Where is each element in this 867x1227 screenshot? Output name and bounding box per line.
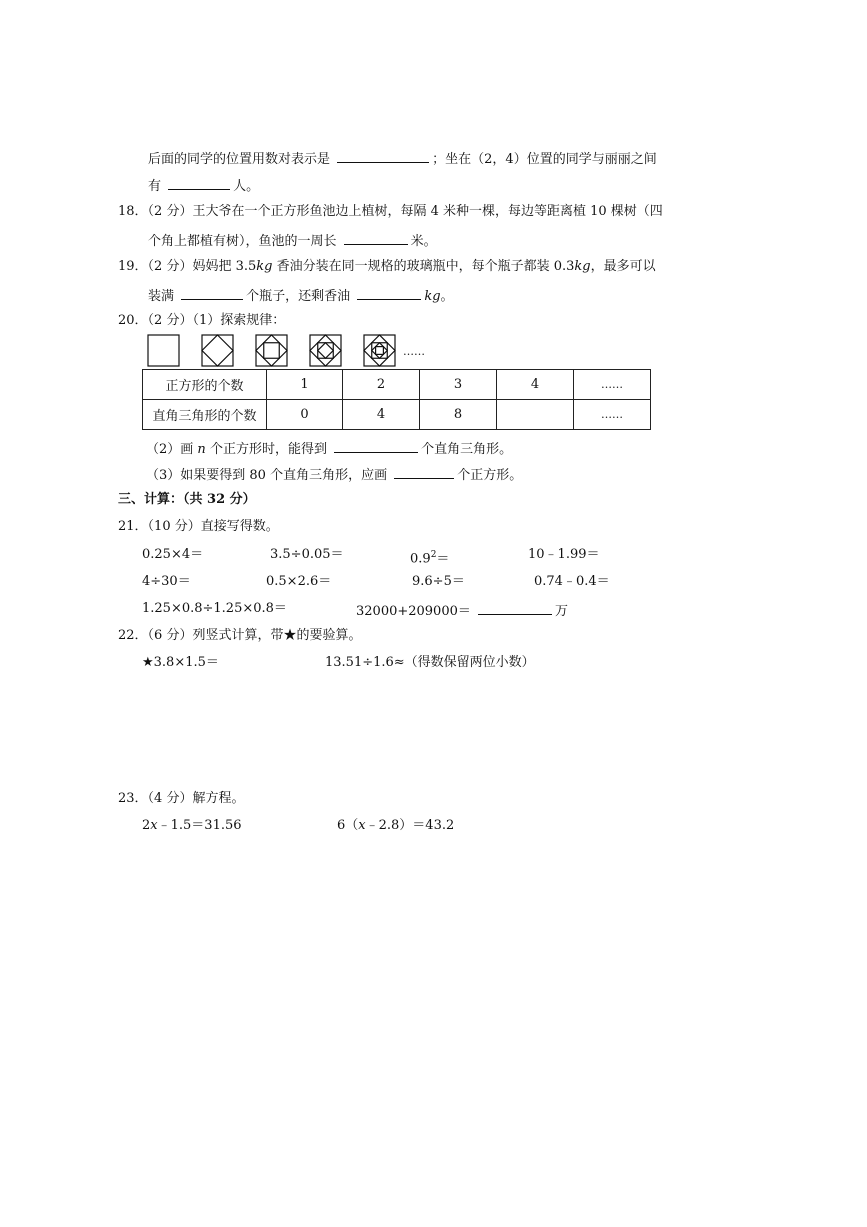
q20-p3-text-b: 个正方形。 — [457, 468, 523, 483]
q19-text-1a: （2 分）妈妈把 3.5 — [147, 259, 257, 274]
q21-expr-10 — [356, 600, 568, 621]
q17-blank-2[interactable] — [168, 175, 230, 190]
q19-kg-1: kg — [256, 259, 273, 274]
q19-line-2 — [148, 285, 454, 306]
q20-p2-text-a: （2）画 — [146, 442, 194, 457]
table-header-triangles: 直角三角形的个数 — [143, 400, 267, 430]
pattern-figure-3 — [256, 335, 287, 366]
q21-expr-3-exponent: 2 — [430, 550, 437, 560]
q18-unit: 米。 — [410, 234, 437, 249]
q21-expr-8: 0.74﹣0.4＝ — [534, 574, 610, 589]
q22-number: 22． — [118, 628, 148, 643]
table-cell: 8 — [420, 400, 497, 430]
q23-intro: （4 分）解方程。 — [147, 791, 245, 806]
q18-line-2 — [148, 230, 437, 251]
q21-expr-1: 0.25×4＝ — [142, 547, 204, 562]
q23-eq1-variable-x: x — [150, 818, 158, 833]
table-cell-answer[interactable] — [497, 400, 574, 430]
table-cell: …… — [574, 400, 651, 430]
square-pattern-figure — [147, 334, 447, 368]
q21-number: 21． — [118, 519, 148, 534]
q18-line-1 — [118, 203, 663, 221]
q21-expr-3 — [410, 546, 449, 568]
q19-blank-2[interactable] — [357, 285, 421, 300]
q23-equation-1 — [142, 817, 242, 835]
q18-text-1: （2 分）王大爷在一个正方形鱼池边上植树，每隔 4 米种一棵，每边等距离植 10 棵树（四 — [147, 204, 663, 219]
q21-expr-6: 0.5×2.6＝ — [266, 574, 332, 589]
q17-text-b: ；坐在（2，4）位置的同学与丽丽之间 — [432, 152, 657, 167]
q17-line-1 — [148, 148, 657, 169]
q17-line-2 — [148, 175, 259, 196]
q20-intro-line — [118, 312, 285, 330]
q17-blank-1[interactable] — [337, 148, 429, 163]
q22-expr-1: ★3.8×1.5＝ — [142, 655, 219, 670]
q21-blank[interactable] — [478, 600, 552, 615]
q21-expr-9: 1.25×0.8÷1.25×0.8＝ — [142, 601, 287, 616]
q23-eq2-variable-x: x — [358, 818, 366, 833]
q19-text-1b: 香油分装在同一规格的玻璃瓶中，每个瓶子都装 0.3 — [272, 259, 575, 274]
q19-kg-2: kg — [574, 259, 591, 274]
q21-expr-5: 4÷30＝ — [142, 574, 191, 589]
q20-blank-1[interactable] — [334, 438, 418, 453]
table-row — [143, 400, 651, 430]
q20-p3-text-a: （3）如果要得到 80 个直角三角形，应画 — [146, 468, 388, 483]
table-cell: 4 — [343, 400, 420, 430]
q18-number: 18． — [118, 204, 148, 219]
pattern-figure-1 — [148, 335, 179, 366]
table-cell: 0 — [267, 400, 343, 430]
q18-blank[interactable] — [344, 230, 408, 245]
table-cell: 1 — [267, 370, 343, 400]
pattern-figure-2 — [202, 335, 233, 366]
q19-text-2b: 个瓶子，还剩香油 — [246, 289, 351, 304]
q22-intro-line — [118, 627, 361, 645]
q19-text-1c: ，最多可以 — [590, 259, 656, 274]
q23-eq2-start: 6（ — [337, 818, 359, 833]
q23-number: 23． — [118, 791, 148, 806]
q23-intro-line — [118, 790, 244, 808]
q20-pattern-ellipsis: …… — [403, 345, 425, 358]
q20-table — [142, 369, 651, 430]
table-cell: 3 — [420, 370, 497, 400]
q19-blank-1[interactable] — [181, 285, 243, 300]
q20-number: 20． — [118, 313, 148, 328]
q20-part-2 — [146, 438, 512, 459]
q23-eq1-rest: ﹣1.5＝31.56 — [157, 818, 242, 833]
q22-expr-2: 13.51÷1.6≈（得数保留两位小数） — [325, 655, 535, 670]
q21-intro: （10 分）直接写得数。 — [147, 519, 279, 534]
q21-expr-2: 3.5÷0.05＝ — [270, 547, 344, 562]
q21-expr-4: 10﹣1.99＝ — [528, 547, 600, 562]
q20-p2-text-c: 个直角三角形。 — [421, 442, 513, 457]
q21-expr-10-unit: 万 — [555, 604, 569, 619]
q20-p2-variable-n: n — [197, 442, 206, 457]
q18-text-2: 个角上都植有树），鱼池的一周长 — [148, 234, 337, 249]
q17-text-d: 人。 — [233, 179, 260, 194]
q17-text-c: 有 — [148, 179, 162, 194]
q20-p2-text-b: 个正方形时，能得到 — [209, 442, 327, 457]
section-3-title: 三、计算：（共 32 分） — [118, 492, 256, 507]
q22-intro: （6 分）列竖式计算，带★的要验算。 — [147, 628, 362, 643]
q20-blank-2[interactable] — [394, 464, 454, 479]
q19-kg-3: kg — [424, 289, 441, 304]
q20-intro: （2 分）（1）探索规律： — [147, 313, 286, 328]
q19-text-2-end: 。 — [440, 289, 454, 304]
q21-intro-line — [118, 518, 279, 536]
table-cell: 4 — [497, 370, 574, 400]
q19-text-2a: 装满 — [148, 289, 175, 304]
q19-number: 19． — [118, 259, 148, 274]
table-header-squares: 正方形的个数 — [143, 370, 267, 400]
q23-equation-2 — [337, 817, 454, 835]
table-row — [143, 370, 651, 400]
q23-eq1-coef: 2 — [142, 818, 151, 833]
q23-eq2-rest: ﹣2.8）＝43.2 — [365, 818, 455, 833]
q20-part-3 — [146, 464, 522, 485]
q19-line-1 — [118, 258, 656, 276]
q21-expr-3-base: 0.9 — [410, 551, 431, 567]
q21-expr-7: 9.6÷5＝ — [412, 574, 465, 589]
pattern-figure-5 — [364, 335, 395, 366]
table-cell: 2 — [343, 370, 420, 400]
q17-text-a: 后面的同学的位置用数对表示是 — [148, 152, 331, 167]
q21-expr-10-text: 32000+209000＝ — [356, 604, 471, 619]
pattern-figure-4 — [310, 335, 341, 366]
q21-expr-3-eq: ＝ — [436, 551, 450, 567]
table-cell: …… — [574, 370, 651, 400]
